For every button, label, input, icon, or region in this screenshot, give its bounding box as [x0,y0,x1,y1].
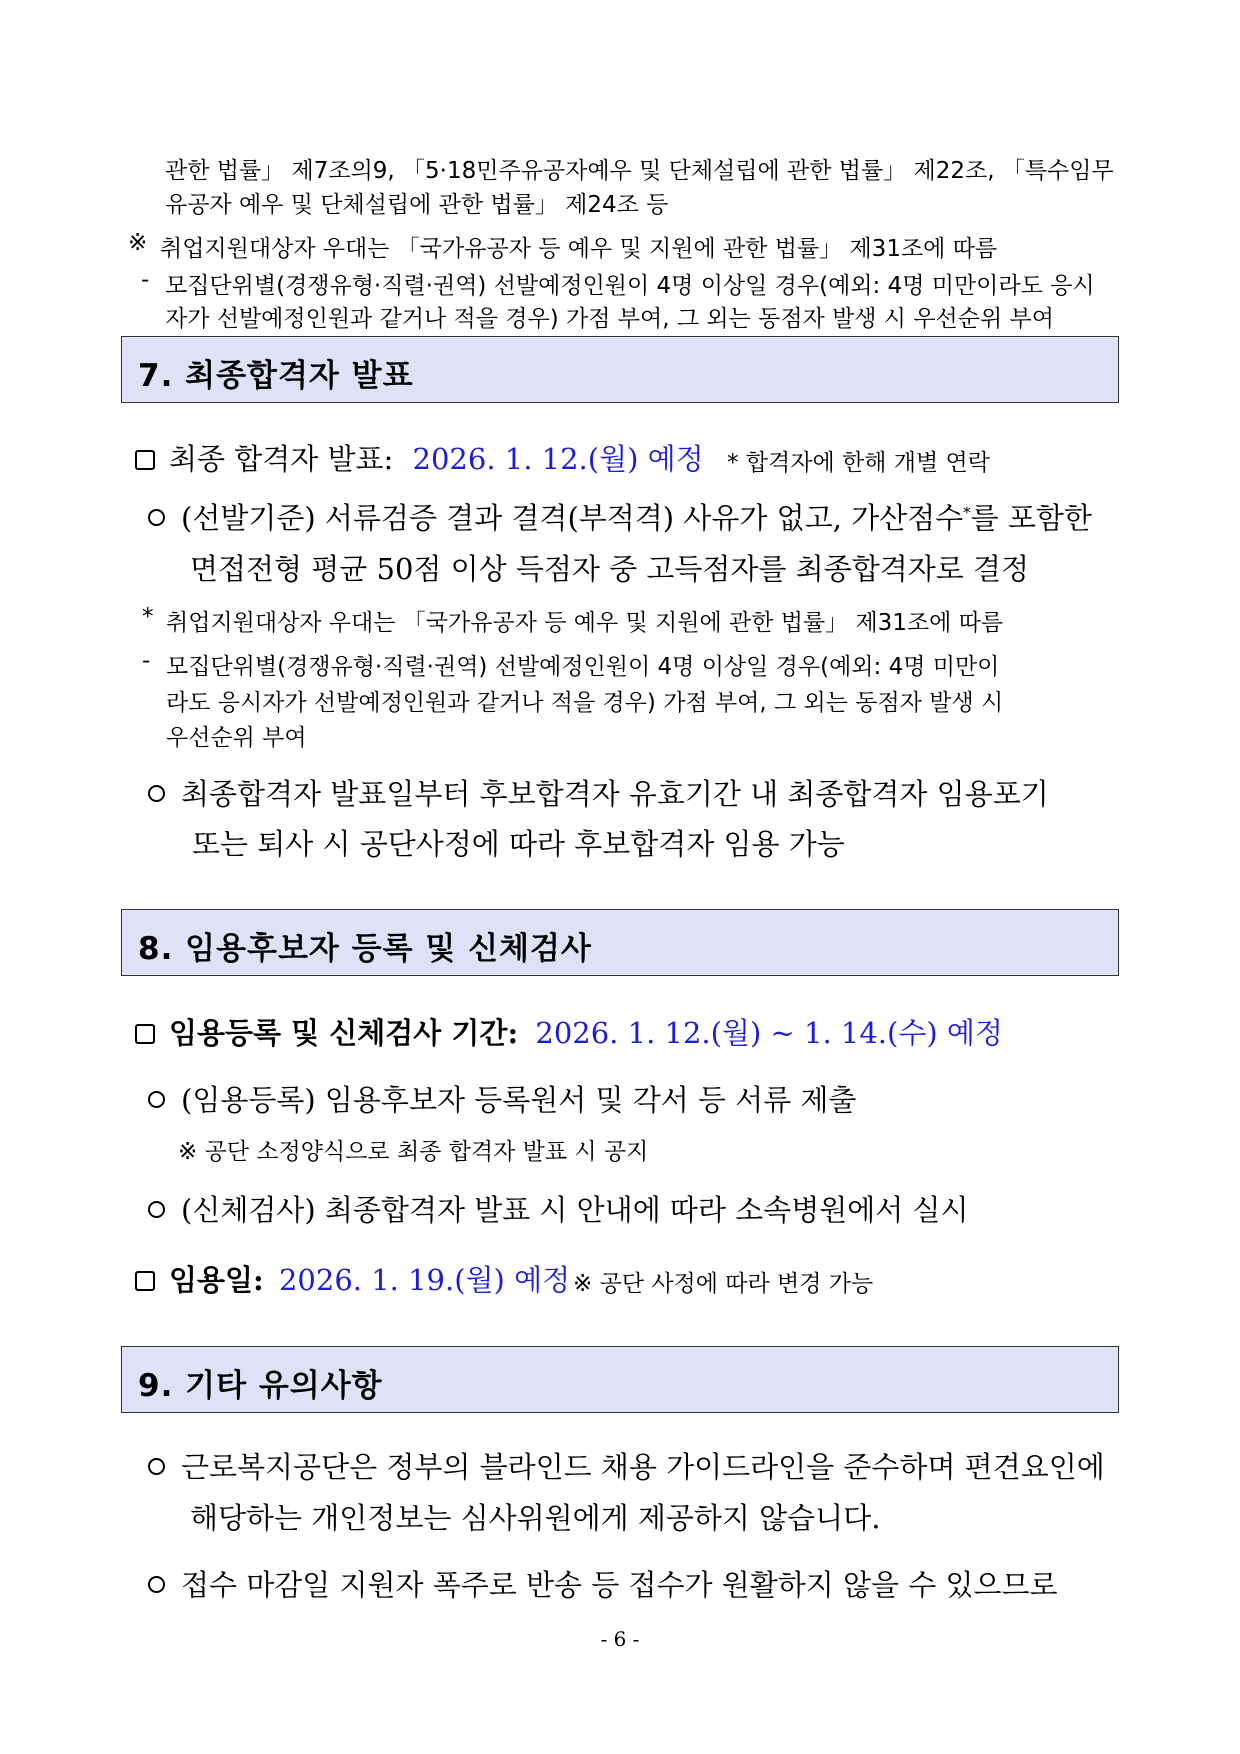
reference-note: 취업지원대상자 우대는 「국가유공자 등 예우 및 지원에 관한 법률」 제31조에 따름 [160,236,998,262]
star-note-mark: * [142,604,154,630]
medical-exam-bullet: (신체검사) 최종합격자 발표 시 안내에 따라 소속병원에서 실시 [148,1188,969,1229]
continued-line-1: 관한 법률」 제7조의9, 「5·18민주유공자예우 및 단체설립에 관한 법률」 제22조, 「특수임무 [165,158,1114,184]
reference-note-mark: ※ [128,230,148,256]
section-9-header [121,1346,1119,1413]
star-note: 취업지원대상자 우대는 「국가유공자 등 예우 및 지원에 관한 법률」 제31조에 따름 [166,610,1004,636]
appointment-date-item [135,1258,570,1299]
continued-line-2: 유공자 예우 및 단체설립에 관한 법률」 제24조 등 [165,192,669,218]
registration-bullet: (임용등록) 임용후보자 등록원서 및 각서 등 서류 제출 [148,1078,856,1119]
final-announcement-note: * 합격자에 한해 개별 연락 [727,450,990,476]
circle-bullet-icon [148,1201,165,1218]
bonus-rule-line-3: 우선순위 부여 [166,725,307,751]
reference-sub-line-2: 자가 선발예정인원과 같거나 적을 경우) 가점 부여, 그 외는 동점자 발생 시 우선순위 부여 [165,306,1054,332]
reference-sub-line-1: 모집단위별(경쟁유형·직렬·권역) 선발예정인원이 4명 이상일 경우(예외: 4명 미만이라도 응시 [165,273,1095,299]
circle-bullet-icon [148,1576,165,1593]
circle-bullet-icon [148,1458,165,1475]
selection-criteria-line-1: (선발기준) 서류검증 결과 결격(부적격) 사유가 없고, 가산점수*를 포함한 [148,496,1092,537]
bonus-rule-line-2: 라도 응시자가 선발예정인원과 같거나 적을 경우) 가점 부여, 그 외는 동점자 발생 시 [166,690,1004,716]
final-announcement-date: 2026. 1. 12.(월) 예정 [412,442,704,476]
final-announcement-label: 최종 합격자 발표: [169,442,394,476]
page-number: - 6 - [600,1628,640,1651]
blind-hiring-line-2: 해당하는 개인정보는 심사위원에게 제공하지 않습니다. [190,1501,881,1535]
registration-note: ※ 공단 소정양식으로 최종 합격자 발표 시 공지 [178,1139,649,1165]
section-8-header [121,909,1119,976]
appointment-date-note: ※ 공단 사정에 따라 변경 가능 [573,1271,874,1297]
circle-bullet-icon [148,1091,165,1108]
section-7-header [121,336,1119,403]
reference-dash: - [141,267,150,293]
appointment-date-label: 임용일: [169,1263,264,1297]
bonus-rule-line-1: 모집단위별(경쟁유형·직렬·권역) 선발예정인원이 4명 이상일 경우(예외: 4명 미만이 [166,654,1000,680]
selection-criteria-line-2: 면접전형 평균 50점 이상 득점자 중 고득점자를 최종합격자로 결정 [190,552,1030,586]
deadline-warning-line-1: 접수 마감일 지원자 폭주로 반송 등 접수가 원활하지 않을 수 있으므로 [148,1563,1058,1604]
registration-period-date: 2026. 1. 12.(월) ~ 1. 14.(수) 예정 [535,1016,1003,1050]
registration-period-label: 임용등록 및 신체검사 기간: [169,1016,519,1050]
section-8-title: 8. 임용후보자 등록 및 신체검사 [138,931,592,967]
alternate-candidate-line-1: 최종합격자 발표일부터 후보합격자 유효기간 내 최종합격자 임용포기 [148,772,1049,813]
checkbox-icon [135,1271,155,1291]
blind-hiring-line-1: 근로복지공단은 정부의 블라인드 채용 가이드라인을 준수하며 편견요인에 [148,1445,1105,1486]
checkbox-icon [135,1024,155,1044]
circle-bullet-icon [148,785,165,802]
appointment-date-value: 2026. 1. 19.(월) 예정 [278,1263,571,1297]
section-7-title: 7. 최종합격자 발표 [138,358,414,394]
checkbox-icon [135,450,155,470]
section-9-title: 9. 기타 유의사항 [138,1368,383,1404]
registration-period-item [135,1011,1003,1052]
circle-bullet-icon [148,509,165,526]
final-announcement-item [135,437,704,478]
dash-mark: - [142,648,151,674]
alternate-candidate-line-2: 또는 퇴사 시 공단사정에 따라 후보합격자 임용 가능 [192,827,845,861]
